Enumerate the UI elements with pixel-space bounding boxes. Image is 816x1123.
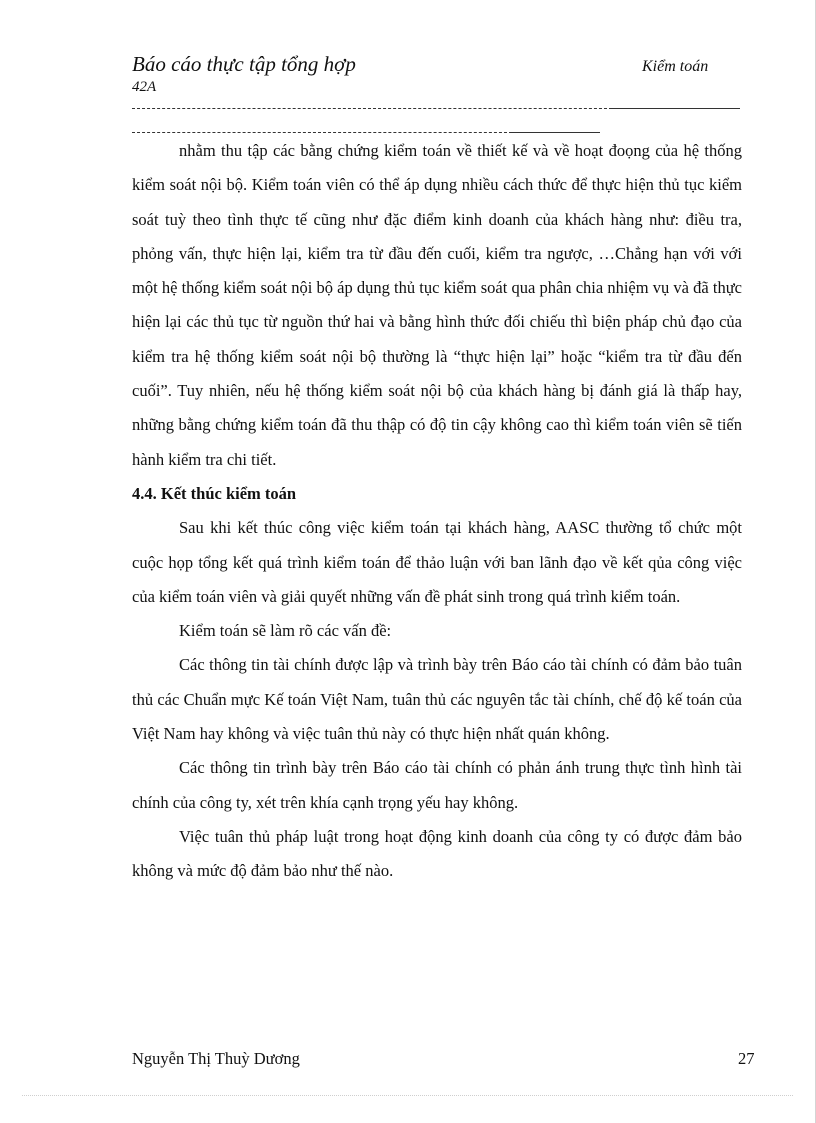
header-subtitle: 42A (132, 79, 157, 95)
page-bottom-divider (22, 1095, 793, 1096)
paragraph-fair-presentation: Các thông tin trình bày trên Báo cáo tài chính có phản ánh trung thực tình hình tài chính của công ty, xét trên khía cạnh trọng yếu hay không. (132, 758, 742, 812)
header-title: Báo cáo thực tập tổng hợp (132, 52, 356, 76)
document-body (132, 134, 742, 889)
section-heading: 4.4. Kết thúc kiểm toán (132, 483, 297, 503)
header-rule-dashed (132, 108, 612, 109)
paragraph-controls-testing: nhằm thu tập các bằng chứng kiểm toán về thiết kế và về hoạt đoọng của hệ thống kiểm soát nội bộ. Kiểm toán viên có thể áp dụng nhiều cách thức để thực hiện thủ tục kiểm soát tuỳ theo tình thực tế cũng như đặc điểm kinh doanh của khách hàng như: điều tra, phỏng vấn, thực hiện lại, kiểm tra từ đầu đến cuối, kiểm tra ngược, …Chẳng hạn với với một hệ thống kiểm soát nội bộ áp dụng thủ tục kiểm soát qua phân chia nhiệm vụ và đã thực hiện lại các thủ tục từ nguồn thứ hai và bằng hình thức đối chiếu thì biện pháp chủ đạo của kiểm tra hệ thống kiểm soát nội bộ thường là “thực hiện lại” hoặc “kiểm tra từ đầu đến cuối”. Tuy nhiên, nếu hệ thống kiểm soát nội bộ của khách hàng bị đánh giá là thấp hay, những bằng chứng kiểm toán đã thu thập có độ tin cậy không cao thì kiểm toán viên sẽ tiến hành kiểm tra chi tiết. (132, 141, 742, 469)
header-rule-solid-2 (512, 132, 600, 133)
header-section: Kiểm toán (642, 58, 709, 75)
header-rule-dashed-2 (132, 132, 512, 133)
header-rule-solid (612, 108, 740, 109)
paragraph-legal-compliance: Việc tuân thủ pháp luật trong hoạt động kinh doanh của công ty có được đảm bảo không và mức độ đảm bảo như thế nào. (132, 826, 742, 881)
page-number: 27 (738, 1049, 755, 1068)
footer-author: Nguyễn Thị Thuỳ Dương (132, 1049, 300, 1068)
paragraph-issues-intro: Kiểm toán sẽ làm rõ các vấn đề: (179, 621, 392, 641)
paragraph-compliance-standards: Các thông tin tài chính được lập và trình bày trên Báo cáo tài chính có đảm bảo tuân thủ các Chuẩn mực Kế toán Việt Nam, tuân thủ các nguyên tắc tài chính, chế độ kế toán của Việt Nam hay không và việc tuân thủ này có thực hiện nhất quán không. (132, 655, 742, 744)
paragraph-closing-meeting: Sau khi kết thúc công việc kiểm toán tại khách hàng, AASC thường tổ chức một cuộc họp tổng kết quá trình kiểm toán để thảo luận với ban lãnh đạo về kết qủa công việc của kiểm toán viên và giải quyết những vấn đề phát sinh trong quá trình kiểm toán. (132, 518, 742, 606)
